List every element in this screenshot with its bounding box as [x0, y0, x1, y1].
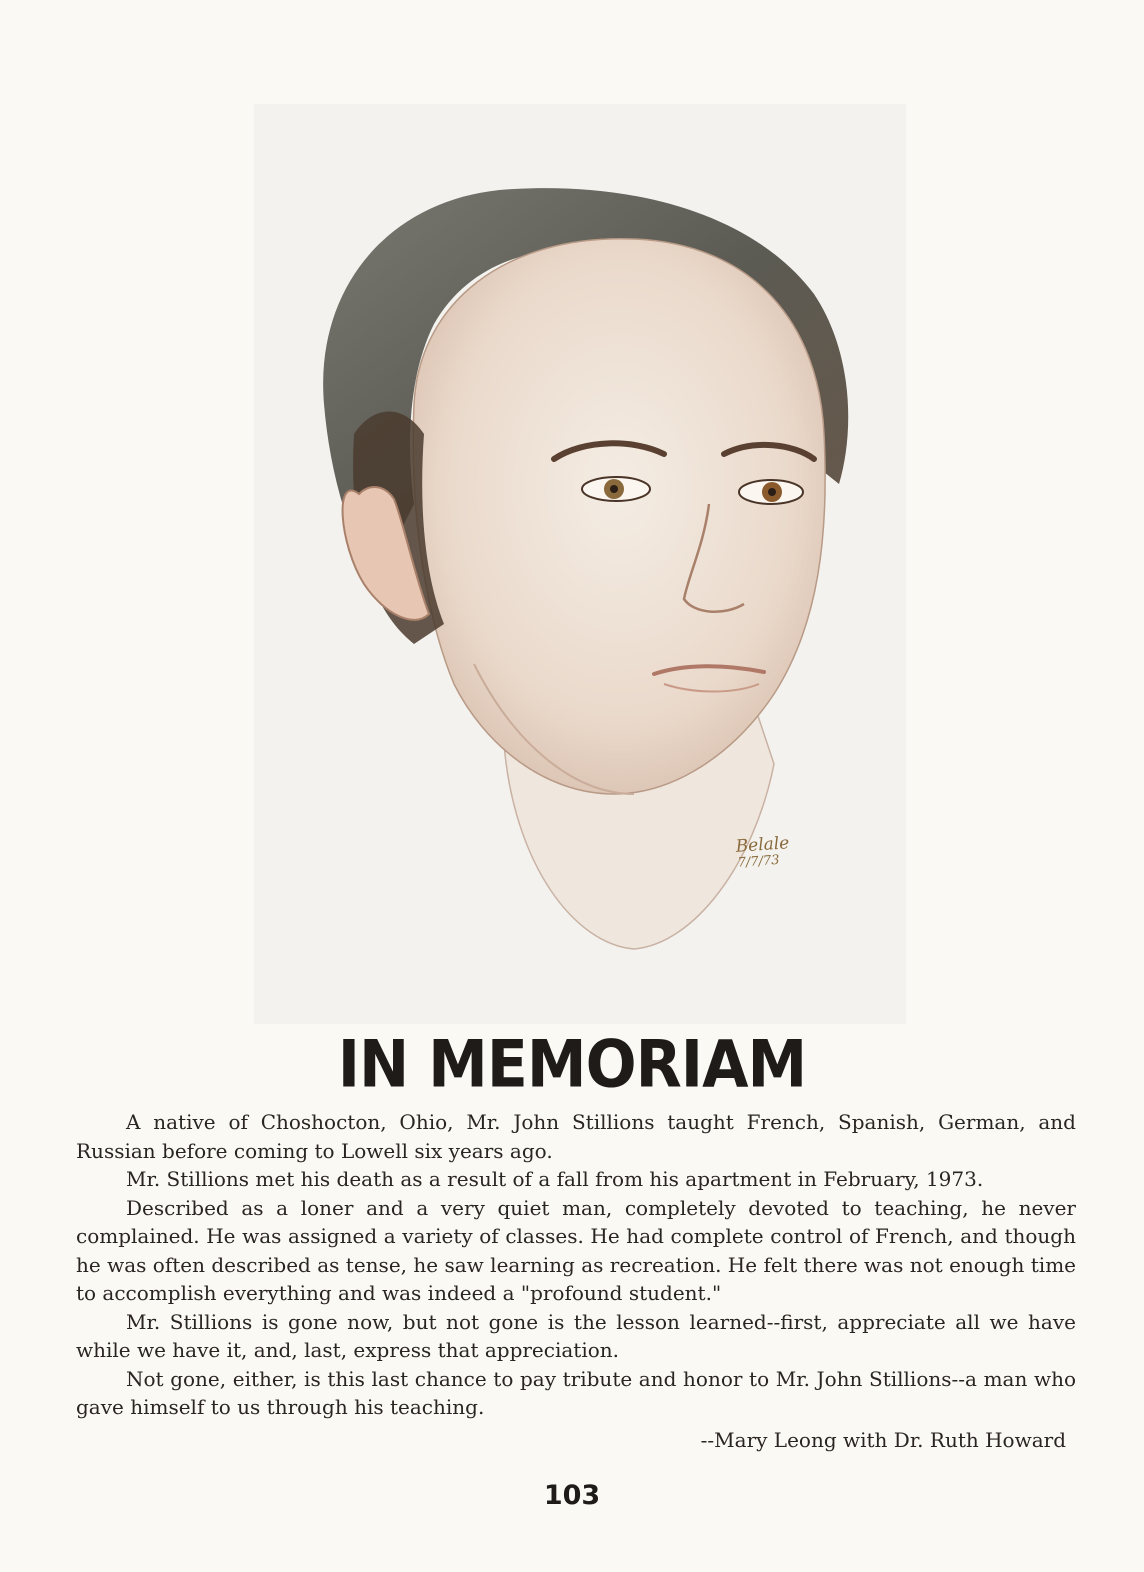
paragraph: Not gone, either, is this last chance to pay tribute and honor to Mr. John Stillions--a man who gave himself to us through his teaching.	[76, 1366, 1076, 1419]
paragraph: A native of Choshocton, Ohio, Mr. John Stillions taught French, Spanish, German, and Russian before coming to Lowell six years ago.	[76, 1110, 1076, 1163]
memorial-text	[76, 1108, 1076, 1422]
portrait-drawing	[254, 104, 906, 1024]
paragraph: Mr. Stillions is gone now, but not gone is the lesson learned--first, appreciate all we have while we have it, and, last, express that appreciation.	[76, 1309, 1076, 1362]
page-number: 103	[543, 1480, 601, 1511]
page-title: IN MEMORIAM	[337, 1027, 807, 1103]
author-credit: --Mary Leong with Dr. Ruth Howard	[700, 1428, 1066, 1452]
signature-date: 7/7/73	[737, 852, 781, 871]
paragraph: Described as a loner and a very quiet man, completely devoted to teaching, he never complained. He was assigned a variety of classes. He had complete control of French, and though he was often described as tense, he saw learning as recreation. He felt there was not enough time to accomplish everything and was indeed a "profound student."	[76, 1195, 1076, 1305]
signature-name: Belale	[735, 833, 790, 857]
paragraph: Mr. Stillions met his death as a result of a fall from his apartment in February, 1973.	[126, 1167, 984, 1191]
